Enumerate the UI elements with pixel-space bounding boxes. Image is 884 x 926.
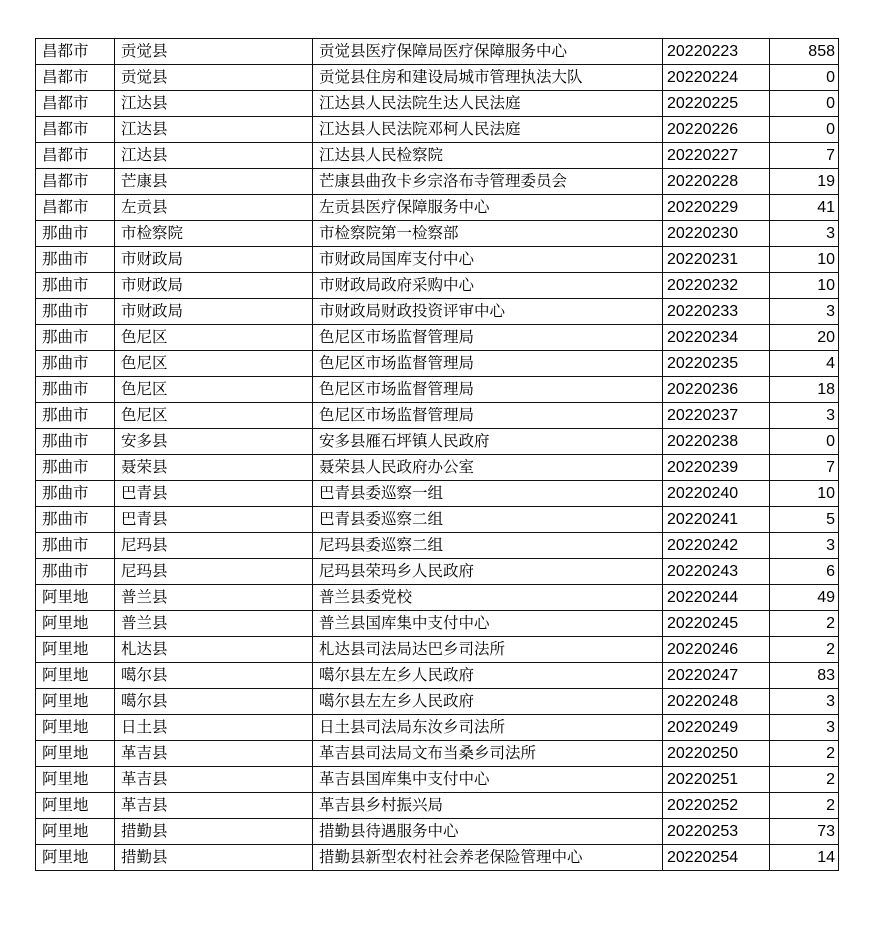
unit-cell: 市财政局政府采购中心 [313,273,663,299]
applicant-count-cell: 0 [770,91,839,117]
table-row [36,793,839,819]
applicant-count-cell: 2 [770,637,839,663]
table-row [36,611,839,637]
position-code-cell: 20220227 [663,143,770,169]
county-cell: 普兰县 [115,585,313,611]
county-cell: 安多县 [115,429,313,455]
applicant-count-cell: 3 [770,533,839,559]
county-cell: 尼玛县 [115,533,313,559]
table-row [36,741,839,767]
unit-cell: 尼玛县委巡察二组 [313,533,663,559]
county-cell: 色尼区 [115,403,313,429]
applicant-count-cell: 5 [770,507,839,533]
table-row [36,247,839,273]
unit-cell: 安多县雁石坪镇人民政府 [313,429,663,455]
position-code-cell: 20220244 [663,585,770,611]
city-cell: 那曲市 [36,221,115,247]
table-row [36,169,839,195]
city-cell: 阿里地 [36,767,115,793]
position-code-cell: 20220243 [663,559,770,585]
position-code-cell: 20220223 [663,39,770,65]
unit-cell: 日土县司法局东汝乡司法所 [313,715,663,741]
county-cell: 普兰县 [115,611,313,637]
applicant-count-cell: 10 [770,273,839,299]
unit-cell: 札达县司法局达巴乡司法所 [313,637,663,663]
unit-cell: 贡觉县医疗保障局医疗保障服务中心 [313,39,663,65]
city-cell: 那曲市 [36,533,115,559]
table-row [36,767,839,793]
position-code-cell: 20220232 [663,273,770,299]
table-row [36,351,839,377]
applicant-count-cell: 3 [770,221,839,247]
table-row [36,637,839,663]
city-cell: 阿里地 [36,689,115,715]
unit-cell: 市财政局国库支付中心 [313,247,663,273]
city-cell: 那曲市 [36,403,115,429]
unit-cell: 江达县人民法院邓柯人民法庭 [313,117,663,143]
unit-cell: 色尼区市场监督管理局 [313,377,663,403]
county-cell: 札达县 [115,637,313,663]
table-row [36,663,839,689]
position-code-cell: 20220251 [663,767,770,793]
city-cell: 那曲市 [36,351,115,377]
applicant-count-cell: 6 [770,559,839,585]
unit-cell: 色尼区市场监督管理局 [313,325,663,351]
applicant-count-cell: 3 [770,689,839,715]
applicant-count-cell: 3 [770,715,839,741]
city-cell: 那曲市 [36,455,115,481]
applicant-count-cell: 858 [770,39,839,65]
unit-cell: 巴青县委巡察一组 [313,481,663,507]
position-code-cell: 20220252 [663,793,770,819]
position-code-cell: 20220239 [663,455,770,481]
table-row [36,143,839,169]
unit-cell: 市检察院第一检察部 [313,221,663,247]
position-code-cell: 20220250 [663,741,770,767]
position-code-cell: 20220229 [663,195,770,221]
applicant-count-cell: 10 [770,247,839,273]
city-cell: 那曲市 [36,429,115,455]
unit-cell: 普兰县国库集中支付中心 [313,611,663,637]
table-row [36,65,839,91]
table-body [36,39,839,871]
position-code-cell: 20220224 [663,65,770,91]
county-cell: 措勤县 [115,819,313,845]
county-cell: 芒康县 [115,169,313,195]
unit-cell: 革吉县国库集中支付中心 [313,767,663,793]
position-code-cell: 20220234 [663,325,770,351]
position-code-cell: 20220225 [663,91,770,117]
county-cell: 尼玛县 [115,559,313,585]
applicant-count-cell: 19 [770,169,839,195]
city-cell: 阿里地 [36,845,115,871]
county-cell: 江达县 [115,91,313,117]
table-row [36,429,839,455]
city-cell: 阿里地 [36,637,115,663]
county-cell: 市财政局 [115,273,313,299]
table-row [36,91,839,117]
county-cell: 革吉县 [115,741,313,767]
position-code-cell: 20220231 [663,247,770,273]
applicant-count-cell: 14 [770,845,839,871]
city-cell: 阿里地 [36,793,115,819]
city-cell: 那曲市 [36,481,115,507]
city-cell: 那曲市 [36,377,115,403]
applicant-count-cell: 2 [770,741,839,767]
applicant-count-cell: 7 [770,143,839,169]
applicant-count-cell: 83 [770,663,839,689]
county-cell: 江达县 [115,143,313,169]
table-row [36,299,839,325]
position-code-cell: 20220253 [663,819,770,845]
county-cell: 色尼区 [115,351,313,377]
unit-cell: 色尼区市场监督管理局 [313,351,663,377]
unit-cell: 革吉县乡村振兴局 [313,793,663,819]
unit-cell: 措勤县新型农村社会养老保险管理中心 [313,845,663,871]
unit-cell: 巴青县委巡察二组 [313,507,663,533]
county-cell: 噶尔县 [115,689,313,715]
city-cell: 阿里地 [36,741,115,767]
applicant-count-cell: 20 [770,325,839,351]
county-cell: 色尼区 [115,377,313,403]
unit-cell: 革吉县司法局文布当桑乡司法所 [313,741,663,767]
table-row [36,533,839,559]
position-code-cell: 20220235 [663,351,770,377]
unit-cell: 尼玛县荣玛乡人民政府 [313,559,663,585]
applicant-count-cell: 73 [770,819,839,845]
applicant-count-cell: 18 [770,377,839,403]
county-cell: 措勤县 [115,845,313,871]
applicant-count-cell: 49 [770,585,839,611]
table-row [36,221,839,247]
position-code-cell: 20220254 [663,845,770,871]
position-code-cell: 20220249 [663,715,770,741]
table-row [36,819,839,845]
table-row [36,377,839,403]
county-cell: 革吉县 [115,767,313,793]
unit-cell: 噶尔县左左乡人民政府 [313,689,663,715]
county-cell: 左贡县 [115,195,313,221]
city-cell: 阿里地 [36,585,115,611]
applicant-count-cell: 2 [770,767,839,793]
city-cell: 昌都市 [36,169,115,195]
county-cell: 革吉县 [115,793,313,819]
city-cell: 阿里地 [36,663,115,689]
unit-cell: 江达县人民检察院 [313,143,663,169]
unit-cell: 措勤县待遇服务中心 [313,819,663,845]
city-cell: 昌都市 [36,143,115,169]
applicant-count-cell: 7 [770,455,839,481]
table-row [36,481,839,507]
position-code-cell: 20220226 [663,117,770,143]
table-row [36,507,839,533]
table-row [36,195,839,221]
county-cell: 江达县 [115,117,313,143]
city-cell: 昌都市 [36,91,115,117]
county-cell: 市检察院 [115,221,313,247]
applicant-count-cell: 41 [770,195,839,221]
position-code-cell: 20220238 [663,429,770,455]
position-code-cell: 20220237 [663,403,770,429]
position-code-cell: 20220240 [663,481,770,507]
table-row [36,117,839,143]
county-cell: 巴青县 [115,507,313,533]
table-row [36,585,839,611]
county-cell: 市财政局 [115,299,313,325]
unit-cell: 贡觉县住房和建设局城市管理执法大队 [313,65,663,91]
city-cell: 阿里地 [36,715,115,741]
unit-cell: 聂荣县人民政府办公室 [313,455,663,481]
unit-cell: 噶尔县左左乡人民政府 [313,663,663,689]
table-row [36,845,839,871]
position-code-cell: 20220236 [663,377,770,403]
county-cell: 市财政局 [115,247,313,273]
position-code-cell: 20220228 [663,169,770,195]
table-row [36,325,839,351]
unit-cell: 市财政局财政投资评审中心 [313,299,663,325]
unit-cell: 左贡县医疗保障服务中心 [313,195,663,221]
applicant-count-cell: 4 [770,351,839,377]
position-code-cell: 20220245 [663,611,770,637]
city-cell: 那曲市 [36,325,115,351]
applicant-count-cell: 2 [770,611,839,637]
city-cell: 昌都市 [36,195,115,221]
county-cell: 噶尔县 [115,663,313,689]
applicant-count-cell: 10 [770,481,839,507]
city-cell: 那曲市 [36,247,115,273]
county-cell: 巴青县 [115,481,313,507]
position-code-cell: 20220246 [663,637,770,663]
table-row [36,273,839,299]
position-code-cell: 20220247 [663,663,770,689]
city-cell: 那曲市 [36,559,115,585]
position-code-cell: 20220248 [663,689,770,715]
city-cell: 阿里地 [36,819,115,845]
position-code-cell: 20220242 [663,533,770,559]
applicant-count-cell: 0 [770,117,839,143]
county-cell: 聂荣县 [115,455,313,481]
county-cell: 日土县 [115,715,313,741]
registration-table [35,38,839,871]
position-code-cell: 20220233 [663,299,770,325]
county-cell: 色尼区 [115,325,313,351]
city-cell: 昌都市 [36,117,115,143]
city-cell: 那曲市 [36,273,115,299]
city-cell: 那曲市 [36,299,115,325]
unit-cell: 普兰县委党校 [313,585,663,611]
applicant-count-cell: 0 [770,429,839,455]
applicant-count-cell: 3 [770,403,839,429]
city-cell: 那曲市 [36,507,115,533]
county-cell: 贡觉县 [115,39,313,65]
city-cell: 阿里地 [36,611,115,637]
unit-cell: 芒康县曲孜卡乡宗洛布寺管理委员会 [313,169,663,195]
applicant-count-cell: 2 [770,793,839,819]
city-cell: 昌都市 [36,65,115,91]
table-row [36,559,839,585]
table-row [36,455,839,481]
table-row [36,39,839,65]
table-row [36,403,839,429]
applicant-count-cell: 0 [770,65,839,91]
position-code-cell: 20220241 [663,507,770,533]
table-row [36,715,839,741]
unit-cell: 色尼区市场监督管理局 [313,403,663,429]
unit-cell: 江达县人民法院生达人民法庭 [313,91,663,117]
applicant-count-cell: 3 [770,299,839,325]
county-cell: 贡觉县 [115,65,313,91]
table-row [36,689,839,715]
city-cell: 昌都市 [36,39,115,65]
position-code-cell: 20220230 [663,221,770,247]
